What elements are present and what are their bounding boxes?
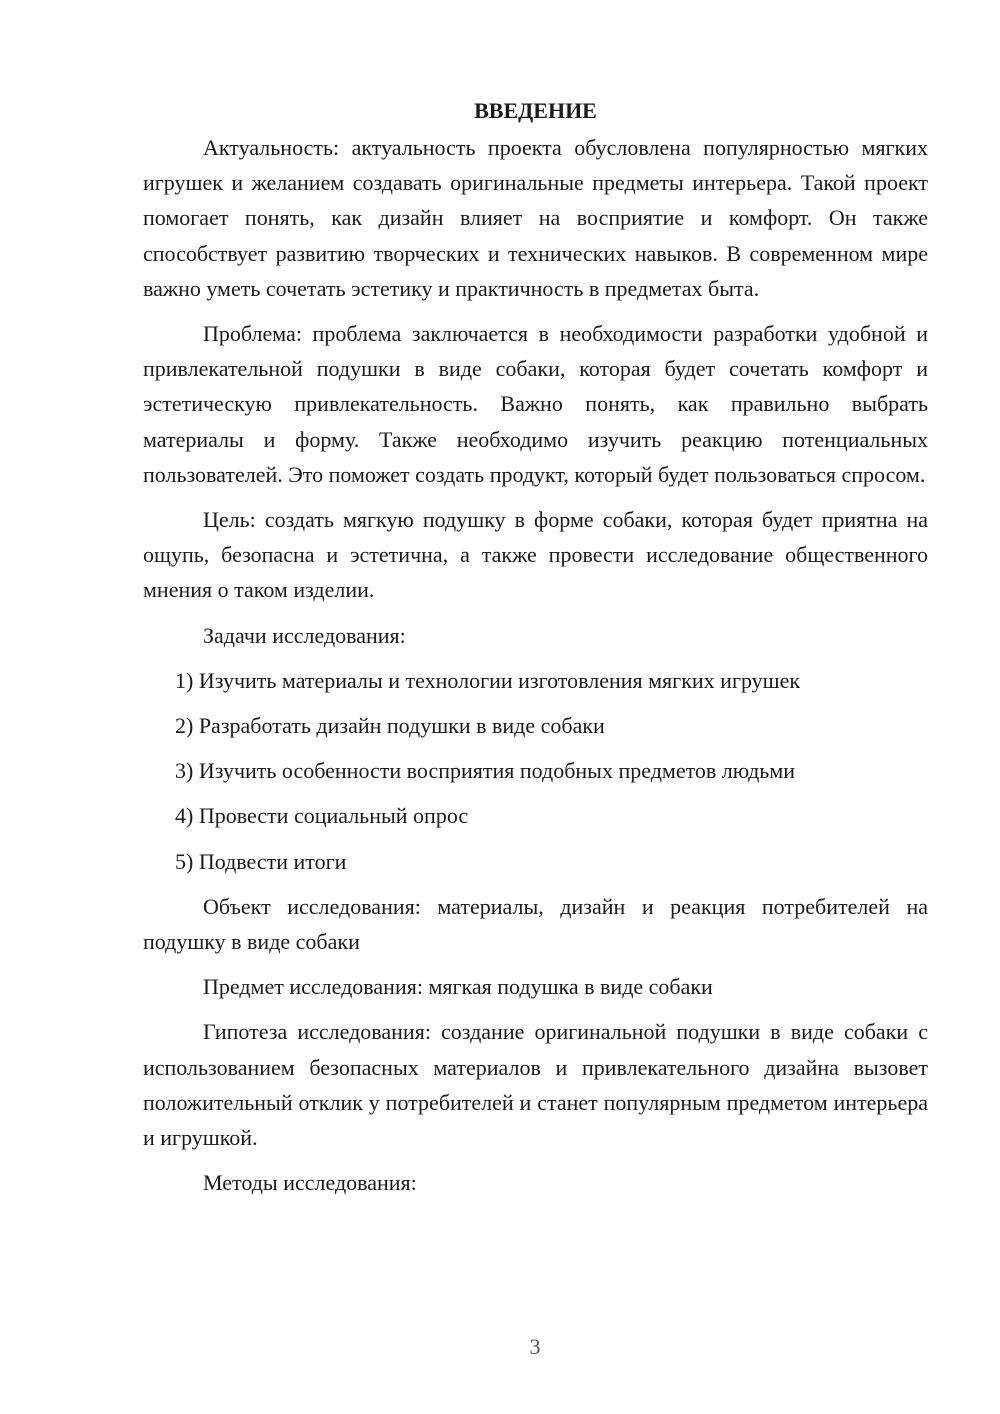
page-content [143, 96, 928, 1210]
page-number: 3 [529, 1334, 541, 1359]
list-item: 3) Изучить особенности восприятия подобных предметов людьми [175, 758, 796, 784]
paragraph-goal: Цель: создать мягкую подушку в форме собаки, которая будет приятна на ощупь, безопасна и эстетична, а также провести исследование общественного мнения о таком изделии. [143, 507, 928, 603]
list-item: 5) Подвести итоги [175, 848, 347, 874]
tasks-list [143, 663, 928, 879]
list-item: 2) Разработать дизайн подушки в виде собаки [175, 713, 605, 739]
list-item: 4) Провести социальный опрос [175, 803, 469, 829]
tasks-label: Задачи исследования: [203, 622, 406, 648]
section-heading: ВВЕДЕНИЕ [474, 98, 597, 123]
paragraph-methods: Методы исследования: [203, 1170, 417, 1196]
paragraph-hypothesis: Гипотеза исследования: создание оригинальной подушки в виде собаки с использованием безопасных материалов и привлекательного дизайна вызовет положительный отклик у потребителей и станет популярным предметом интерьера и игрушкой. [143, 1019, 928, 1151]
paragraph-subject: Предмет исследования: мягкая подушка в виде собаки [203, 974, 713, 1000]
paragraph-problem: Проблема: проблема заключается в необходимости разработки удобной и привлекательной подушки в виде собаки, которая будет сочетать комфорт и эстетическую привлекательность. Важно понять, как правильно выбрать материалы и форму. Также необходимо изучить реакцию потенциальных пользователей. Это поможет создать продукт, который будет пользоваться спросом. [143, 321, 928, 487]
paragraph-object: Объект исследования: материалы, дизайн и реакция потребителей на подушку в виде собаки [143, 893, 928, 955]
paragraph-relevance: Актуальность: актуальность проекта обусловлена популярностью мягких игрушек и желанием создавать оригинальные предметы интерьера. Такой проект помогает понять, как дизайн влияет на восприятие и комфорт. Он также способствует развитию творческих и технических навыков. В современном мире важно уметь сочетать эстетику и практичность в предметах быта. [143, 135, 928, 301]
list-item: 1) Изучить материалы и технологии изготовления мягких игрушек [175, 667, 801, 693]
